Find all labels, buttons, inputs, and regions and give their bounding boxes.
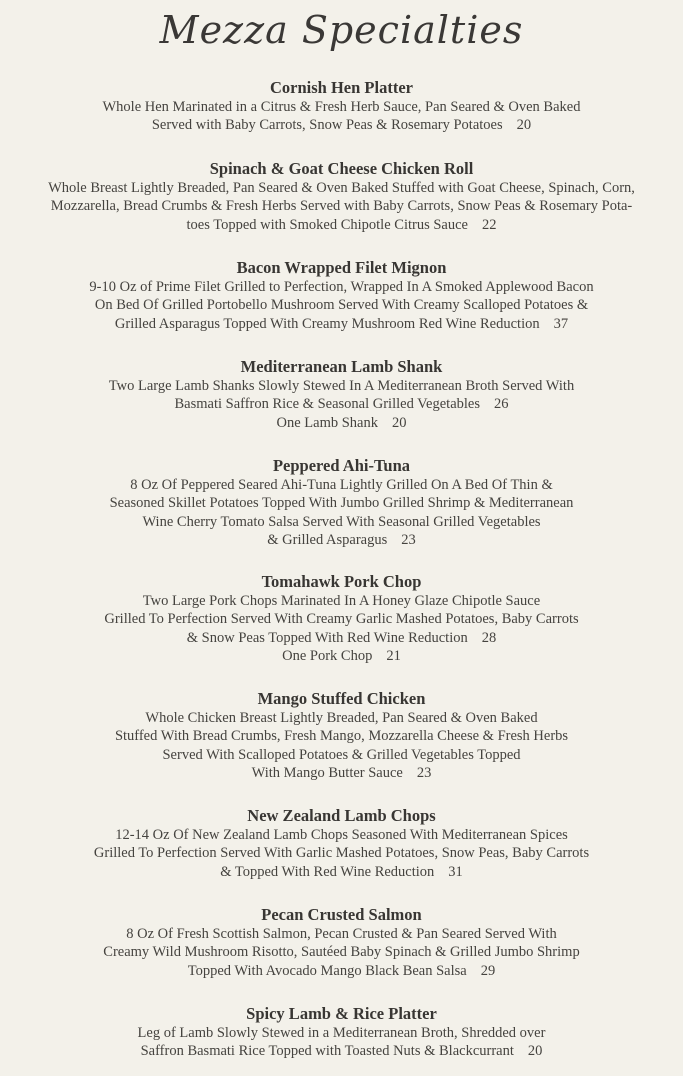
menu-item-description-line: [0, 296, 683, 314]
page-title: Mezza Specialties: [159, 8, 524, 52]
menu-item-description-line: [0, 592, 683, 610]
menu-item-description-line: [0, 727, 683, 745]
menu-item-description-line: [0, 179, 683, 197]
description-text: & Snow Peas Topped With Red Wine Reduction: [186, 629, 468, 646]
description-text: Creamy Wild Mushroom Risotto, Sautéed Baby Spinach & Grilled Jumbo Shrimp: [103, 944, 580, 961]
menu-item-price: 37: [553, 315, 569, 332]
option-text: One Lamb Shank: [276, 414, 378, 431]
menu-item: [0, 689, 683, 783]
menu-item-description-line: [0, 610, 683, 628]
menu-item-description-line: [0, 278, 683, 296]
menu-item-description-line: [0, 476, 683, 494]
description-text: 9-10 Oz of Prime Filet Grilled to Perfection, Wrapped In A Smoked Applewood Bacon: [89, 279, 594, 295]
menu-item-description-line: [0, 943, 683, 961]
menu-item-description-line: [0, 863, 683, 881]
description-text: Whole Breast Lightly Breaded, Pan Seared & Oven Baked Stuffed with Goat Cheese, Spinach, Corn,: [48, 180, 635, 196]
description-text: Seasoned Skillet Potatoes Topped With Jumbo Grilled Shrimp & Mediterranean: [109, 495, 574, 512]
menu-item-name: Tomahawk Pork Chop: [261, 572, 422, 591]
menu-item-description-line: [0, 1024, 683, 1042]
description-text: Whole Hen Marinated in a Citrus & Fresh Herb Sauce, Pan Seared & Oven Baked: [102, 99, 581, 115]
menu-item-price: 23: [401, 532, 416, 549]
description-text: Whole Chicken Breast Lightly Breaded, Pan Seared & Oven Baked: [145, 710, 538, 726]
description-text: On Bed Of Grilled Portobello Mushroom Served With Creamy Scalloped Potatoes &: [94, 297, 589, 314]
menu-item-description-line: [0, 315, 683, 333]
menu-item-name: New Zealand Lamb Chops: [247, 806, 436, 825]
description-text: & Grilled Asparagus: [267, 532, 388, 549]
menu-item-option-price: 20: [391, 414, 407, 431]
menu-item: [0, 78, 683, 135]
menu-item: [0, 159, 683, 234]
menu-item-name: Bacon Wrapped Filet Mignon: [236, 258, 447, 277]
menu-item-option-price: 21: [386, 648, 401, 665]
menu-item: [0, 357, 683, 432]
menu-item-description-line: [0, 494, 683, 512]
menu-item-name: Mediterranean Lamb Shank: [240, 357, 443, 376]
description-text: Wine Cherry Tomato Salsa Served With Seasonal Grilled Vegetables: [142, 513, 541, 530]
description-text: Mozzarella, Bread Crumbs & Fresh Herbs Served with Baby Carrots, Snow Peas & Rosemary Pota-: [50, 198, 633, 215]
description-text: Grilled To Perfection Served With Garlic Mashed Potatoes, Snow Peas, Baby Carrots: [93, 845, 590, 862]
menu-item-price: 20: [516, 117, 532, 134]
menu-item-description-line: [0, 709, 683, 727]
menu-item: [0, 258, 683, 333]
menu-item-option-line: [0, 414, 683, 432]
menu-item: [0, 806, 683, 881]
menu-item-price: 23: [416, 765, 432, 782]
menu-item-description-line: [0, 197, 683, 215]
description-text: Saffron Basmati Rice Topped with Toasted Nuts & Blackcurrant: [140, 1043, 514, 1060]
menu-item-description-line: [0, 531, 683, 549]
description-text: 8 Oz Of Fresh Scottish Salmon, Pecan Crusted & Pan Seared Served With: [126, 926, 557, 942]
menu-item-name: Spinach & Goat Cheese Chicken Roll: [209, 159, 474, 178]
menu-item-price: 29: [480, 962, 496, 979]
menu-item-description-line: [0, 98, 683, 116]
option-text: One Pork Chop: [282, 648, 373, 665]
menu-item-description-line: [0, 629, 683, 647]
menu-item-price: 26: [494, 396, 509, 413]
menu-item-description-line: [0, 216, 683, 234]
menu-item-description-line: [0, 925, 683, 943]
menu-item-description-line: [0, 377, 683, 395]
menu-item-description-line: [0, 962, 683, 980]
description-text: Stuffed With Bread Crumbs, Fresh Mango, Mozzarella Cheese & Fresh Herbs: [114, 728, 569, 745]
menu-item-description-line: [0, 395, 683, 413]
menu-item-description-line: [0, 826, 683, 844]
menu-item-price: 31: [448, 863, 463, 880]
menu-item-price: 28: [481, 629, 497, 646]
menu-item: [0, 1004, 683, 1061]
description-text: With Mango Butter Sauce: [251, 765, 403, 782]
description-text: Served With Scalloped Potatoes & Grilled Vegetables Topped: [162, 746, 521, 763]
description-text: toes Topped with Smoked Chipotle Citrus Sauce: [186, 216, 468, 233]
description-text: Grilled Asparagus Topped With Creamy Mushroom Red Wine Reduction: [114, 315, 540, 332]
menu-item-description-line: [0, 1042, 683, 1060]
menu-item-name: Cornish Hen Platter: [270, 78, 413, 97]
description-text: Two Large Pork Chops Marinated In A Honey Glaze Chipotle Sauce: [142, 593, 541, 609]
menu-item-description-line: [0, 746, 683, 764]
description-text: Two Large Lamb Shanks Slowly Stewed In A Mediterranean Broth Served With: [108, 378, 575, 394]
menu-item-name: Peppered Ahi-Tuna: [272, 456, 411, 475]
menu-item-description-line: [0, 513, 683, 531]
description-text: Served with Baby Carrots, Snow Peas & Rosemary Potatoes: [151, 117, 503, 134]
description-text: Grilled To Perfection Served With Creamy Garlic Mashed Potatoes, Baby Carrots: [104, 611, 579, 628]
menu-item-description-line: [0, 844, 683, 862]
menu-item-description-line: [0, 116, 683, 134]
description-text: & Topped With Red Wine Reduction: [220, 863, 435, 880]
description-text: 12-14 Oz Of New Zealand Lamb Chops Seasoned With Mediterranean Spices: [115, 827, 568, 843]
menu-item-description-line: [0, 764, 683, 782]
description-text: Topped With Avocado Mango Black Bean Salsa: [187, 962, 467, 979]
description-text: Basmati Saffron Rice & Seasonal Grilled Vegetables: [174, 396, 480, 413]
menu-item: [0, 456, 683, 550]
description-text: Leg of Lamb Slowly Stewed in a Mediterranean Broth, Shredded over: [137, 1025, 546, 1041]
menu-item-name: Pecan Crusted Salmon: [261, 905, 422, 924]
menu-item-name: Mango Stuffed Chicken: [257, 689, 426, 708]
menu-item-option-line: [0, 647, 683, 665]
menu-item: [0, 572, 683, 666]
menu-item-price: 20: [527, 1043, 543, 1060]
menu-item: [0, 905, 683, 980]
menu-item-name: Spicy Lamb & Rice Platter: [246, 1004, 437, 1023]
menu-item-price: 22: [481, 216, 497, 233]
description-text: 8 Oz Of Peppered Seared Ahi-Tuna Lightly Grilled On A Bed Of Thin &: [130, 477, 553, 493]
